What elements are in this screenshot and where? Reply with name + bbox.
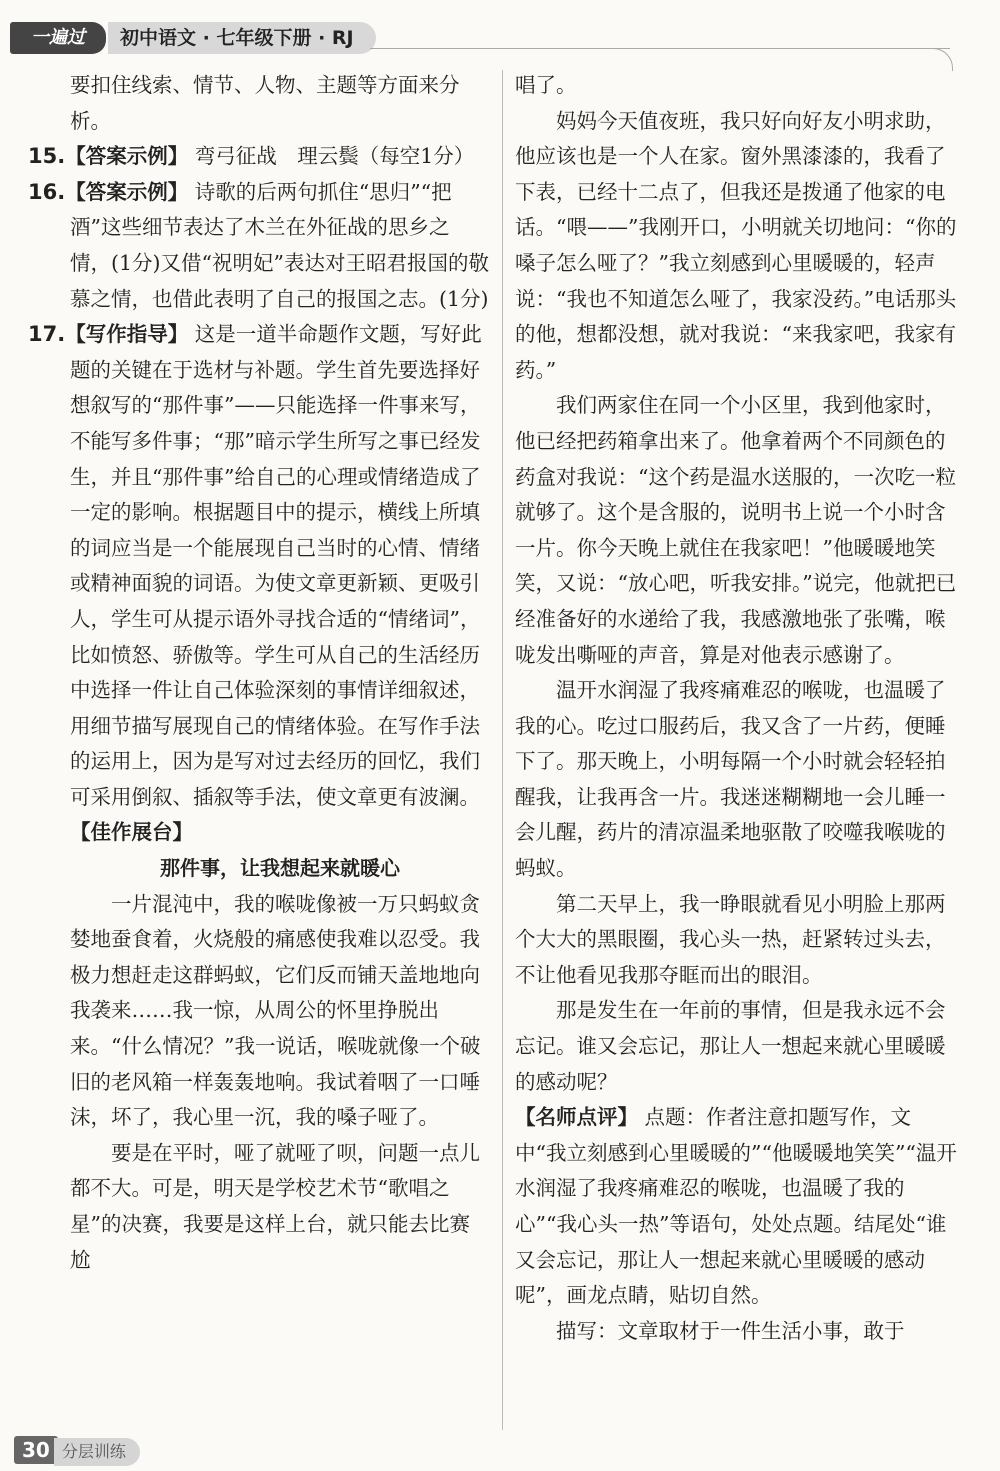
answer-tag: 【答案示例】 [65,144,189,169]
review-paragraph: 描写：文章取材于一件生活小事，敢于 [556,1318,905,1343]
question-number: 17. [28,322,66,347]
answer-tag: 【答案示例】 [65,179,189,204]
essay-paragraph: 那是发生在一年前的事情，但是我永远不会忘记。谁又会忘记，那让人一想起来就心里暖暖的感动呢？ [515,998,946,1094]
guidance-tag: 【写作指导】 [65,322,189,347]
question-16 [28,175,490,317]
header-rule [370,48,950,49]
review-tag: 【名师点评】 [515,1105,638,1130]
book-title: 初中语文 · 七年级下册 · RJ [108,22,376,54]
page-footer [14,1436,140,1464]
showcase-tag: 【佳作展台】 [70,820,193,845]
answer-text: 诗歌的后两句抓住“思归”“把酒”这些细节表达了木兰在外征战的思乡之情，(1分)又借“祝明妃”表达对王昭君报国的敬慕之情，也借此表明了自己的报国之志。(1分) [70,179,489,311]
left-column [28,68,490,1278]
answer-text: 弯弓征战 理云鬓（每空1分） [188,144,475,169]
teacher-review [515,1100,961,1314]
continued-paragraph: 要扣住线索、情节、人物、主题等方面来分析。 [70,73,460,133]
page-number: 30 [14,1436,58,1464]
essay-paragraph: 温开水润湿了我疼痛难忍的喉咙，也温暖了我的心。吃过口服药后，我又含了一片药，便睡下了。那天晚上，小明每隔一个小时就会轻轻拍醒我，让我再含一片。我迷迷糊糊地一会儿睡一会儿醒，药片的清凉温柔地驱散了咬噬我喉咙的蚂蚁。 [515,678,946,881]
essay-paragraph: 第二天早上，我一睁眼就看见小明脸上那两个大大的黑眼圈，我心头一热，赶紧转过头去，不让他看见我那夺眶而出的眼泪。 [515,891,946,987]
guidance-text: 这是一道半命题作文题，写好此题的关键在于选材与补题。学生首先要选择好想叙写的“那件事”——只能选择一件事来写，不能写多件事；“那”暗示学生所写之事已经发生，并且“那件事”给自己的心理或情绪造成了一定的影响。根据题目中的提示，横线上所填的词应当是一个能展现自己当时的心情、情绪或精神面貌的词语。为使文章更新颖、更吸引人，学生可从提示语外寻找合适的“情绪词”，比如愤怒、骄傲等。学生可从自己的生活经历中选择一件让自己体验深刻的事情详细叙述，用细节描写展现自己的情绪体验。在写作手法的运用上，因为是写对过去经历的回忆，我们可采用倒叙、插叙等手法，使文章更有波澜。 [70,322,482,809]
essay-paragraph: 妈妈今天值夜班，我只好向好友小明求助，他应该也是一个人在家。窗外黑漆漆的，我看了下表，已经十二点了，但我还是拨通了他家的电话。“喂——”我刚开口，小明就关切地问：“你的嗓子怎么哑了？”我立刻感到心里暖暖的，轻声说：“我也不知道怎么哑了，我家没药。”电话那头的他，想都没想，就对我说：“来我家吧，我家有药。” [515,108,957,382]
essay-paragraph: 要是在平时，哑了就哑了呗，问题一点儿都不大。可是，明天是学校艺术节“歌唱之星”的决赛，我要是这样上台，就只能去比赛尬 [70,1140,480,1272]
footer-label: 分层训练 [54,1438,140,1466]
essay-paragraph: 唱了。 [515,73,577,97]
column-divider [502,70,503,1430]
essay-paragraph: 我们两家住在同一个小区里，我到他家时，他已经把药箱拿出来了。他拿着两个不同颜色的药盒对我说：“这个药是温水送服的，一次吃一粒就够了。这个是含服的，说明书上说一个小时含一片。你今天晚上就住在我家吧！”他暖暖地笑笑，又说：“放心吧，听我安排。”说完，他就把已经准备好的水递给了我，我感激地张了张嘴，喉咙发出嘶哑的声音，算是对他表示感谢了。 [515,393,957,667]
review-text: 点题：作者注意扣题写作，文中“我立刻感到心里暖暖的”“他暖暖地笑笑”“温开水润湿了我疼痛难忍的喉咙，也温暖了我的心”“我心头一热”等语句，处处点题。结尾处“谁又会忘记，那让人一想起来就心里暖暖的感动呢”，画龙点睛，贴切自然。 [515,1105,957,1308]
essay-paragraph: 一片混沌中，我的喉咙像被一万只蚂蚁贪婪地蚕食着，火烧般的痛感使我难以忍受。我极力想赶走这群蚂蚁，它们反而铺天盖地地向我袭来……我一惊，从周公的怀里挣脱出来。“什么情况？”我一说话，喉咙就像一个破旧的老风箱一样轰轰地响。我试着咽了一口唾沫，坏了，我心里一沉，我的嗓子哑了。 [70,891,481,1130]
question-15 [28,139,490,175]
question-17 [28,317,490,815]
right-column [515,68,961,1349]
question-number: 16. [28,179,66,204]
brand-logo: 一遍过 [10,22,106,54]
essay-title: 那件事，让我想起来就暖心 [160,856,400,881]
question-number: 15. [28,144,66,169]
page-header [0,22,1000,58]
